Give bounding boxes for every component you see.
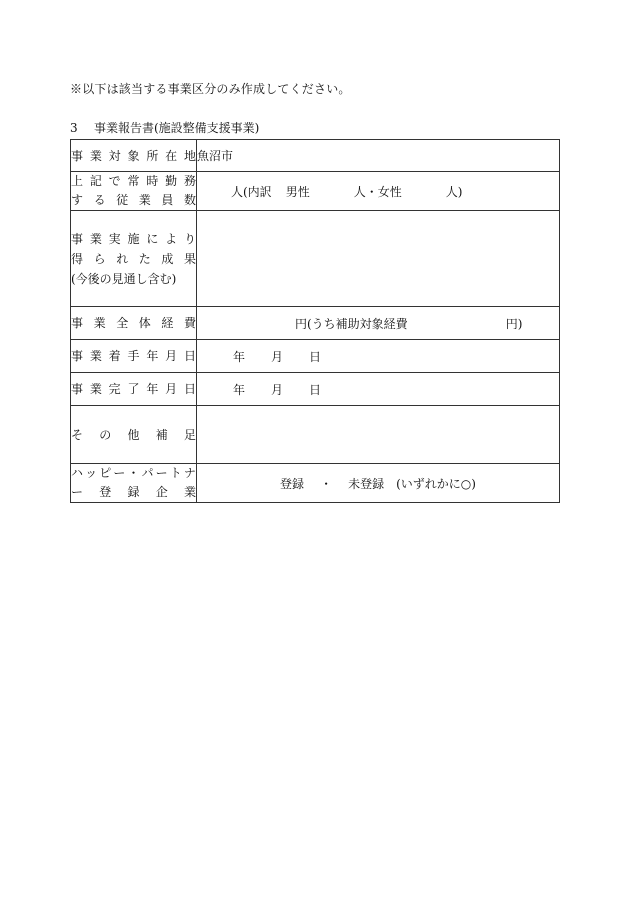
row-results [71, 211, 560, 307]
business-report-table [70, 139, 560, 503]
section-number: 3 [70, 121, 78, 135]
option-instruction: (いずれかに○) [396, 476, 476, 491]
month-label: 月 [271, 382, 284, 397]
row-start-date [71, 340, 560, 373]
row-employees [71, 172, 560, 211]
label-text: 事 業 実 施 に よ り [71, 231, 196, 246]
label-text: 得 ら れ た 成 果 [71, 251, 196, 266]
day-label: 日 [309, 349, 322, 364]
cost-yen: 円(うち補助対象経費 [295, 316, 408, 331]
label-start-date [71, 340, 197, 373]
row-partner [71, 464, 560, 503]
label-results [71, 211, 197, 307]
label-text: ー 登 録 企 業 [71, 485, 196, 499]
value-partner [197, 464, 560, 503]
value-other[interactable] [197, 406, 560, 464]
value-location[interactable]: 魚沼市 [197, 140, 560, 172]
section-title: 事業報告書(施設整備支援事業) [94, 121, 260, 135]
row-other [71, 406, 560, 464]
label-text: 上 記 で 常 時 勤 務 [71, 174, 196, 188]
row-cost [71, 307, 560, 340]
year-label: 年 [233, 349, 246, 364]
year-label: 年 [233, 382, 246, 397]
value-cost[interactable] [197, 307, 560, 340]
value-start-date[interactable] [197, 340, 560, 373]
label-employees [71, 172, 197, 211]
label-text: す る 従 業 員 数 [71, 193, 196, 207]
label-text: そ の 他 補 足 [71, 427, 196, 442]
male-label: 男性 [285, 184, 310, 199]
label-text: 事 業 全 体 経 費 [71, 316, 196, 330]
month-label: 月 [271, 349, 284, 364]
label-end-date [71, 373, 197, 406]
option-registered[interactable]: 登録 [280, 476, 305, 491]
day-label: 日 [309, 382, 322, 397]
label-location [71, 140, 197, 172]
value-employees[interactable] [197, 172, 560, 211]
option-unregistered[interactable]: 未登録 [348, 476, 385, 491]
option-separator: ・ [320, 476, 333, 491]
section-heading [70, 119, 259, 136]
label-text: (今後の見通し含む) [71, 271, 177, 286]
label-partner [71, 464, 197, 503]
label-cost [71, 307, 197, 340]
label-text: ハ ッ ピ ー ・ パ ー ト ナ [71, 466, 196, 480]
cost-yen-close: 円) [505, 316, 523, 331]
label-text: 事 業 完 了 年 月 日 [71, 382, 196, 396]
instruction-note: ※以下は該当する事業区分のみ作成してください。 [70, 82, 351, 96]
unit-female: 人) [445, 184, 463, 199]
row-end-date [71, 373, 560, 406]
row-location [71, 140, 560, 172]
value-end-date[interactable] [197, 373, 560, 406]
label-text: 事 業 着 手 年 月 日 [71, 349, 196, 363]
label-other [71, 406, 197, 464]
unit-total: 人(内訳 [231, 184, 272, 199]
unit-male: 人・女性 [353, 184, 402, 199]
label-text: 事 業 対 象 所 在 地 [71, 148, 196, 163]
value-results[interactable] [197, 211, 560, 307]
